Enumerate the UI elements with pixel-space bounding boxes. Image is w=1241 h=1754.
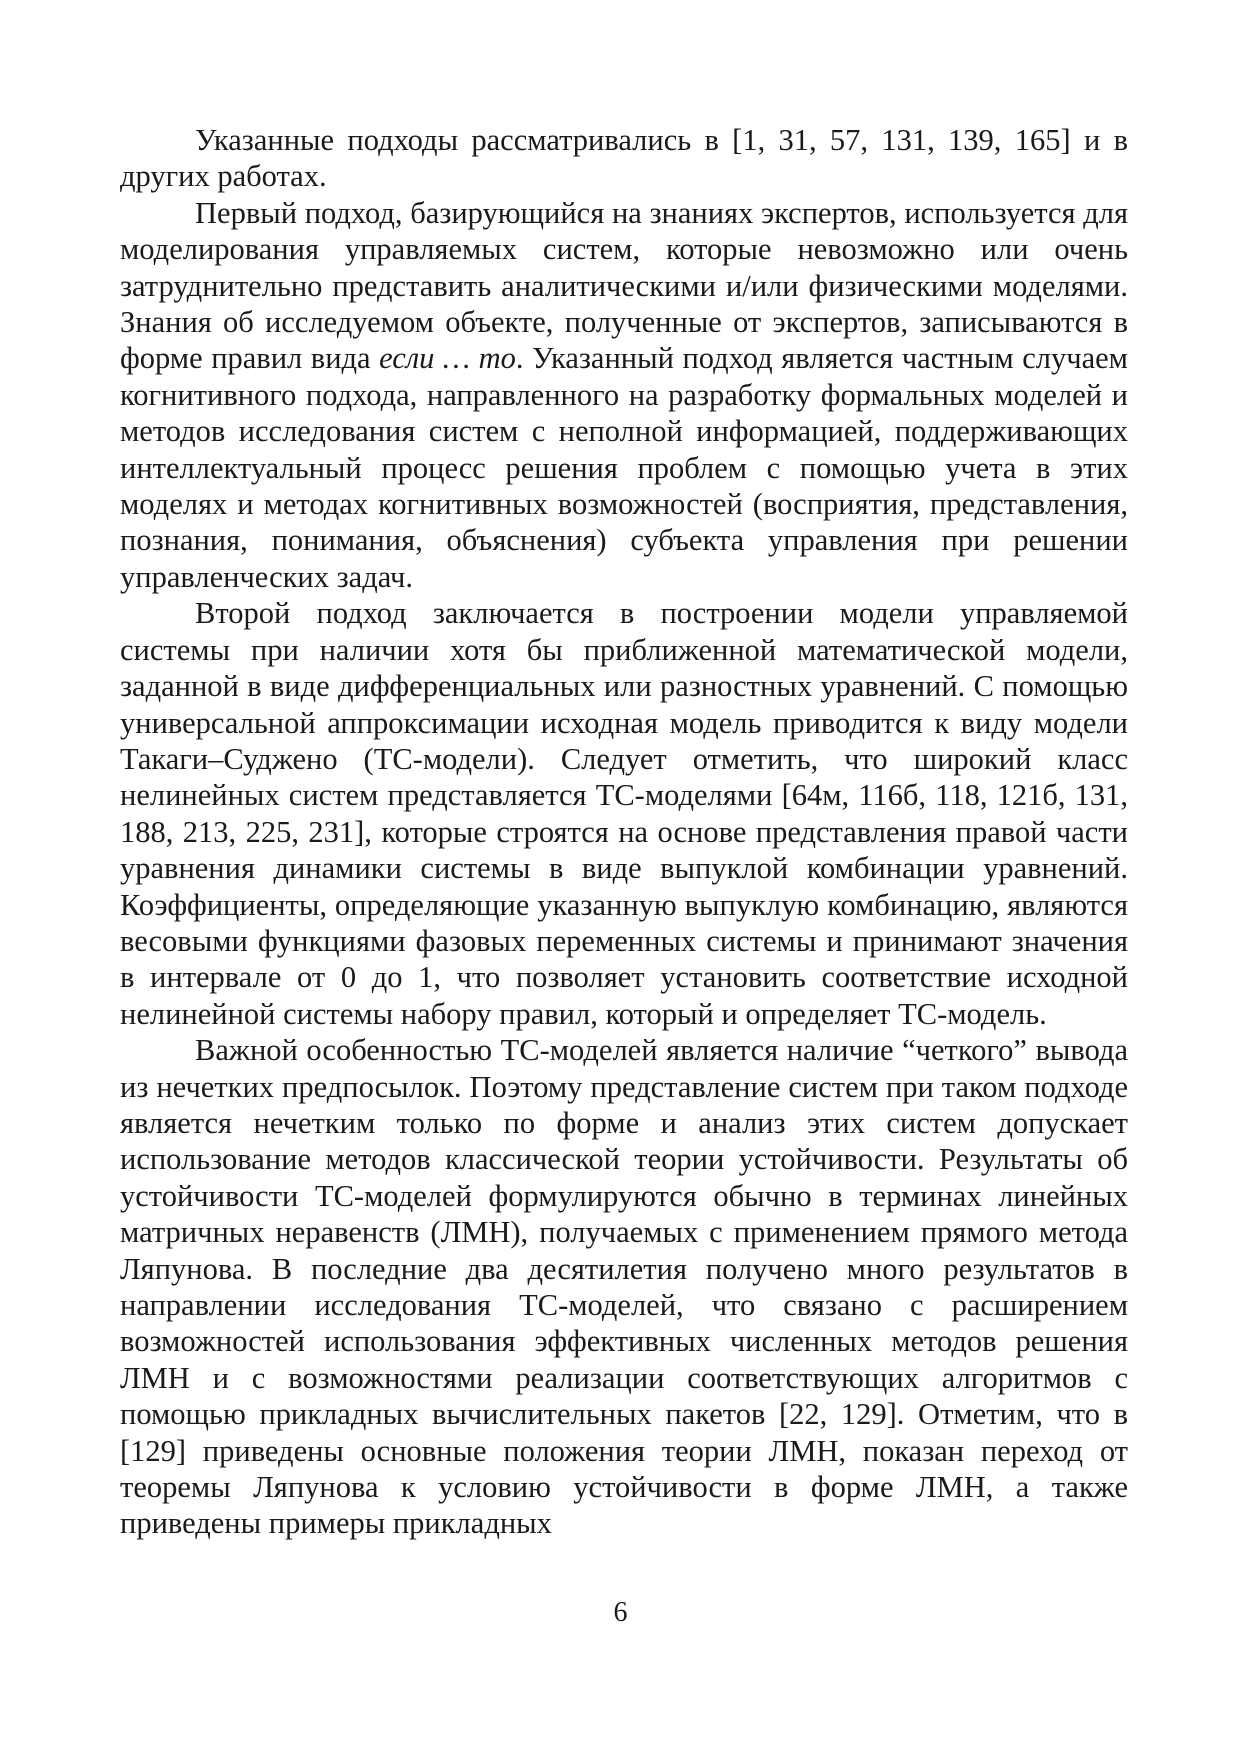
paragraph-first-approach	[120, 195, 1128, 595]
paragraph-first-approach-end: . Указанный подход является частным случаем когнитивного подхода, направленного на разработку формальных моделей и методов исследования систем с неполной информацией, поддерживающих интеллектуальный процесс решения проблем с помощью учета в этих моделях и методах когнитивных возможностей (восприятия, представления, познания, понимания, объяснения) субъекта управления при решении управленческих задач.	[120, 341, 1128, 594]
page-number: 6	[613, 1597, 628, 1628]
paragraph-ts-models-feature: Важной особенностью ТС-моделей является наличие “четкого” вывода из нечетких предпосылок. Поэтому представление систем при таком подходе является нечетким только по форме и анализ этих систем допускает использование методов классической теории устойчивости. Результаты об устойчивости ТС-моделей формулируются обычно в терминах линейных матричных неравенств (ЛМН), получаемых с применением прямого метода Ляпунова. В последние два десятилетия получено много результатов в направлении исследования ТС-моделей, что связано с расширением возможностей использования эффективных численных методов решения ЛМН и с возможностями реализации соответствующих алгоритмов с помощью прикладных вычислительных пакетов [22, 129]. Отметим, что в [129] приведены основные положения теории ЛМН, показан переход от теоремы Ляпунова к условию устойчивости в форме ЛМН, а также приведены примеры прикладных	[120, 1033, 1128, 1541]
document-page	[120, 122, 1128, 1542]
paragraph-approaches-references: Указанные подходы рассматривались в [1, 31, 57, 131, 139, 165] и в других работах.	[120, 123, 1128, 194]
paragraph-second-approach: Второй подход заключается в построении модели управляемой системы при наличии хотя бы приближенной математической модели, заданной в виде дифференциальных или разностных уравнений. С помощью универсальной аппроксимации исходная модель приводится к виду модели Такаги–Суджено (ТС-модели). Следует отметить, что широкий класс нелинейных систем представляется ТС-моделями [64м, 116б, 118, 121б, 131, 188, 213, 225, 231], которые строятся на основе представления правой части уравнения динамики системы в виде выпуклой комбинации уравнений. Коэффициенты, определяющие указанную выпуклую комбинацию, являются весовыми функциями фазовых переменных системы и принимают значения в интервале от 0 до 1, что позволяет установить соответствие исходной нелинейной системы набору правил, который и определяет ТС-модель.	[120, 596, 1128, 1031]
rule-form-italic: если … то	[379, 341, 516, 376]
paragraph-first-approach-start: Первый подход, базирующийся на знаниях экспертов, используется для моделирования управляемых систем, которые невозможно или очень затруднительно представить аналитическими и/или физическими моделями. Знания об исследуемом объекте, полученные от экспертов, записываются в форме правил вида	[120, 195, 1128, 376]
